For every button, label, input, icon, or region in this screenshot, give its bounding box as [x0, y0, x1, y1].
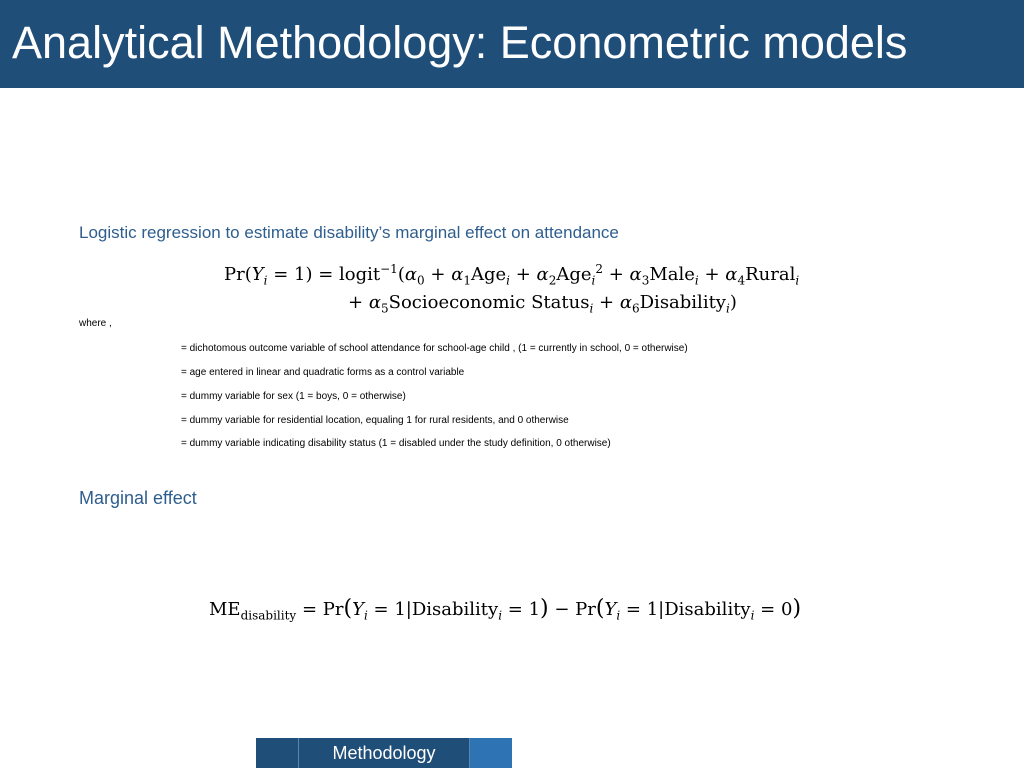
footer-segment-right[interactable]: [470, 738, 512, 768]
footer-methodology-tab[interactable]: [299, 738, 469, 768]
footer-segment-left[interactable]: [256, 738, 298, 768]
where-label: where ,: [79, 318, 112, 329]
footer-label: Methodology: [332, 742, 436, 763]
definition-rural: = dummy variable for residential location, equaling 1 for rural residents, and 0 otherwise: [181, 415, 569, 426]
definition-disability: = dummy variable indicating disability status (1 = disabled under the study definition, 0 otherwise): [181, 438, 611, 449]
definition-outcome: = dichotomous outcome variable of school attendance for school-age child , (1 = currently in school, 0 = otherwise): [181, 343, 688, 354]
definition-age: = age entered in linear and quadratic forms as a control variable: [181, 367, 465, 378]
logistic-regression-heading: Logistic regression to estimate disability’s marginal effect on attendance: [79, 223, 619, 242]
marginal-effect-equation: $ME_{disability} = Pr(Y_i$ = 1|Disability$_i$ = $1) - Pr(Y_i$ = 1|Disability$_i$ = 0): [209, 596, 802, 623]
header-bar: [0, 0, 1024, 88]
logit-equation-line-1: $Pr(Y_i = 1)$ = $logit^{-1}(\alpha_0 + \alpha_1Age_i + \alpha_2Age_i^2$ + $\alpha_3Male_i$ + $\alpha_4Rural_i$: [224, 262, 800, 288]
footer-nav: [256, 738, 512, 768]
page-title: Analytical Methodology: Econometric models: [12, 17, 908, 68]
logit-equation-line-2: + $\alpha_5Socioeconomic$ Status$_i$ + $\alpha_6Disability_i$): [348, 292, 737, 316]
definition-sex: = dummy variable for sex (1 = boys, 0 = otherwise): [181, 391, 406, 402]
marginal-effect-heading: Marginal effect: [79, 488, 197, 508]
